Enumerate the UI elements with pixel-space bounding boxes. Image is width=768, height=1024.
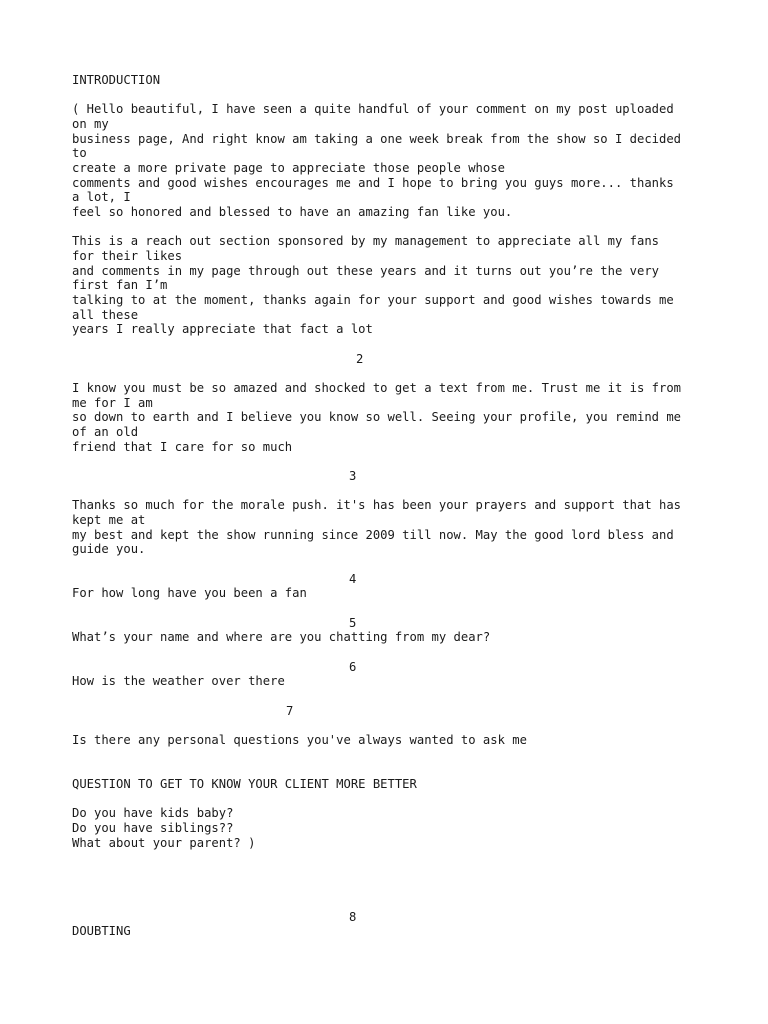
paragraph-line: kept me at [72, 513, 146, 527]
paragraph-line: me for I am [72, 396, 153, 410]
paragraph-line: first fan I’m [72, 278, 168, 292]
paragraph-line: my best and kept the show running since 2009 till now. May the good lord bless and [72, 528, 674, 542]
question-line: How is the weather over there [72, 674, 285, 688]
paragraph-line: a lot, I [72, 190, 131, 204]
section-number: 2 [356, 352, 364, 366]
section-number: 6 [349, 660, 357, 674]
paragraph-line: business page, And right know am taking a one week break from the show so I decided [72, 132, 682, 146]
paragraph-line: of an old [72, 425, 139, 439]
question-line: What’s your name and where are you chatting from my dear? [72, 630, 491, 644]
heading-introduction: INTRODUCTION [72, 73, 161, 87]
question-item: What about your parent? ) [72, 836, 256, 850]
question-line: For how long have you been a fan [72, 586, 307, 600]
section-number: 3 [349, 469, 357, 483]
question-line: Is there any personal questions you've always wanted to ask me [72, 733, 527, 747]
paragraph-line: ( Hello beautiful, I have seen a quite handful of your comment on my post uploaded [72, 102, 674, 116]
paragraph-line: to [72, 146, 87, 160]
paragraph-line: and comments in my page through out these years and it turns out you’re the very [72, 264, 659, 278]
paragraph-line: talking to at the moment, thanks again for your support and good wishes towards me [72, 293, 674, 307]
paragraph-line: all these [72, 308, 139, 322]
question-item: Do you have kids baby? [72, 806, 234, 820]
paragraph-line: friend that I care for so much [72, 440, 293, 454]
paragraph-line: for their likes [72, 249, 183, 263]
paragraph-line: Thanks so much for the morale push. it's has been your prayers and support that has [72, 498, 682, 512]
question-item: Do you have siblings?? [72, 821, 234, 835]
paragraph-line: I know you must be so amazed and shocked to get a text from me. Trust me it is from [72, 381, 682, 395]
paragraph-line: on my [72, 117, 109, 131]
section-number: 4 [349, 572, 357, 586]
heading-doubting: DOUBTING [72, 924, 131, 938]
paragraph-line: years I really appreciate that fact a lot [72, 322, 373, 336]
paragraph-line: This is a reach out section sponsored by my management to appreciate all my fans [72, 234, 659, 248]
paragraph-line: comments and good wishes encourages me and I hope to bring you guys more... thanks [72, 176, 674, 190]
section-number: 5 [349, 616, 357, 630]
paragraph-line: guide you. [72, 542, 146, 556]
paragraph-line: so down to earth and I believe you know so well. Seeing your profile, you remind me [72, 410, 682, 424]
paragraph-line: feel so honored and blessed to have an amazing fan like you. [72, 205, 513, 219]
section-number: 7 [286, 704, 294, 718]
heading-questions: QUESTION TO GET TO KNOW YOUR CLIENT MORE BETTER [72, 777, 417, 791]
paragraph-line: create a more private page to appreciate those people whose [72, 161, 505, 175]
section-number: 8 [349, 910, 357, 924]
